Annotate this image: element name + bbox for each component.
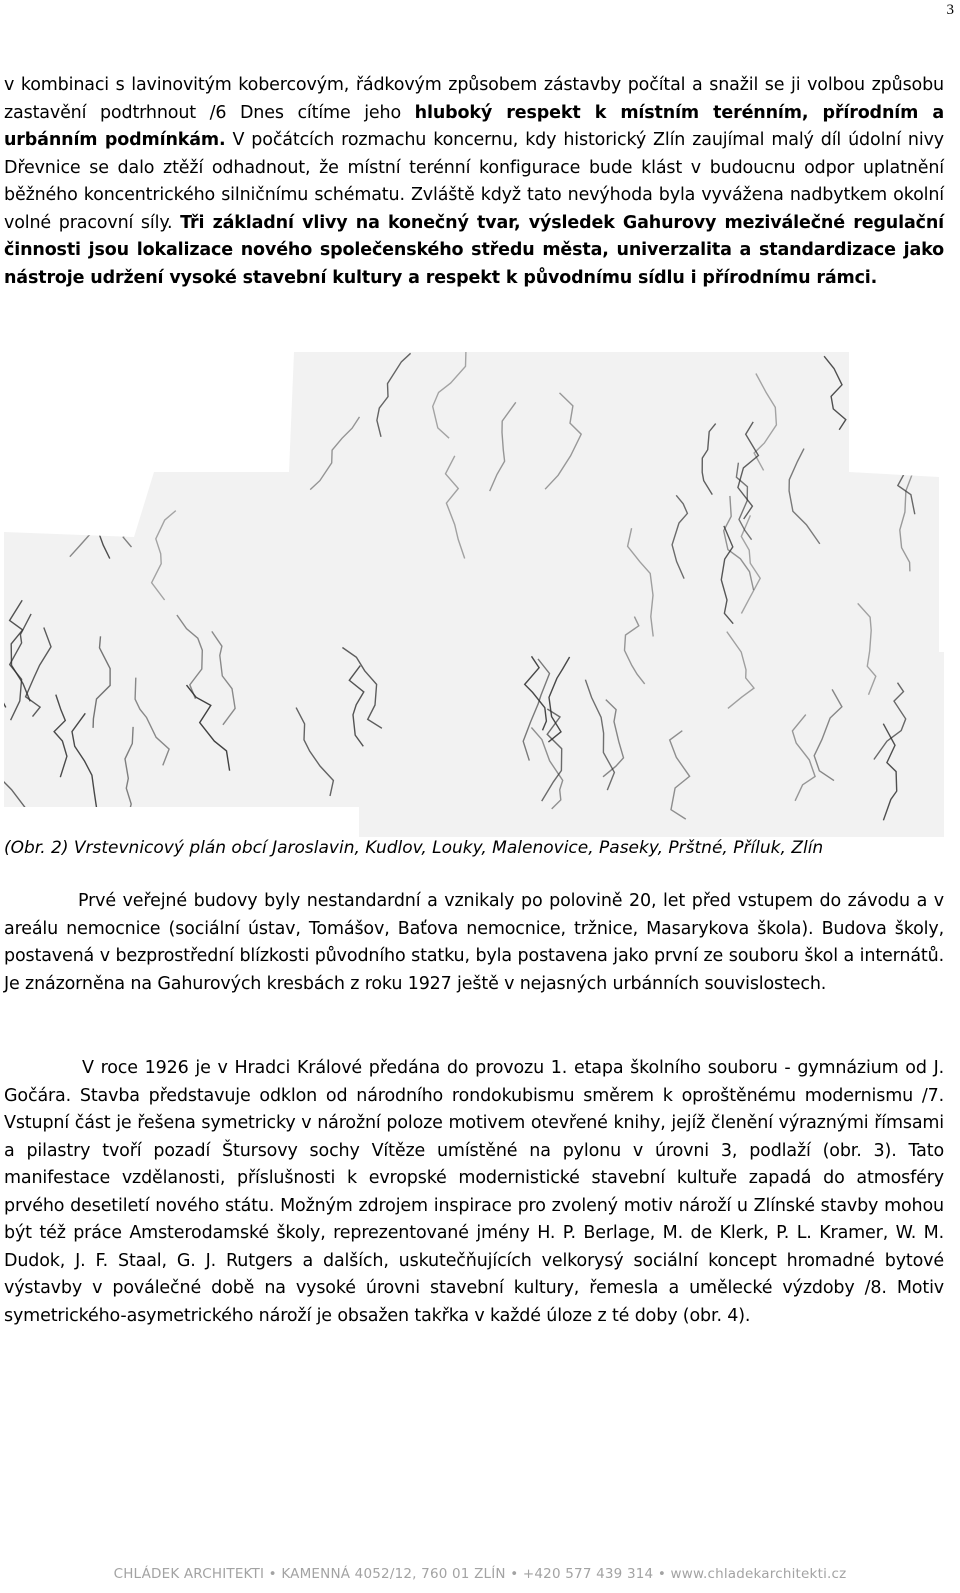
paragraph-1-text-c: V počátcích rozmachu koncernu, kdy historický Zlín zaujímal malý díl údolní nivy Dřevnice se dalo ztěží odhadnout, že místní terénní konfigurace bude klást v budoucnu odpor uplatnění běžného koncentrického silničnímu schématu. Zvláště když tato nevýhoda byla vyvážena nadbytkem okolní volné pracovní síly. bbox=[4, 130, 944, 233]
paragraph-3: V roce 1926 je v Hradci Králové předána do provozu 1. etapa školního souboru - gymnázium od J. Gočára. Stavba představuje odklon od národního rondokubismu směrem k oproštěnému modernismu /7. Vstupní část je řešena symetricky v nárožní poloze motivem otevřené knihy, jejíž členění výraznými římsami a pilastry tvoří pozadí Štursovy sochy Vítěze umístěné na pylonu v úrovni 3, podlaží (obr. 3). Tato manifestace vzdělanosti, příslušnosti k evropské modernistické stavební kultuře zapadá do atmosféry prvého desetiletí nového státu. Možným zdrojem inspirace pro zvolený motiv nároží u Zlínské stavby mohou být též práce Amsterodamské školy, reprezentované jmény H. P. Berlage, M. de Klerk, P. L. Kramer, W. M. Dudok, J. F. Staal, G. J. Rutgers a dalších, uskutečňujících velkorysý sociální koncept hromadné bytové výstavby v poválečné době na vysoké úrovni stavební kultury, řemesla a umělecké výzdoby /8. Motiv symetrického-asymetrického nároží je obsažen takřka v každé úloze z té doby (obr. 4). bbox=[4, 1058, 944, 1326]
footer: CHLÁDEK ARCHITEKTI • KAMENNÁ 4052/12, 760 01 ZLÍN • +420 577 439 314 • www.chladekarchitekti.cz bbox=[113, 1566, 847, 1582]
paragraph-2: Prvé veřejné budovy byly nestandardní a vznikaly po polovině 20, let před vstupem do závodu a v areálu nemocnice (sociální ústav, Tomášov, Baťova nemocnice, tržnice, Masarykova škola). Budova školy, postavená v bezprostřední blízkosti původního statku, byla postavena jako první ze souboru škol a internátů. Je znázorněna na Gahurových kresbách z roku 1927 ještě v nejasných urbánních souvislostech. bbox=[4, 891, 944, 994]
paragraph-1-text-a: v kombinaci s lavinovitým kobercovým, řádkovým způsobem zástavby počítal a snažil se ji volbou způsobu zastavění podtrhnout /6 Dnes cítíme jeho bbox=[4, 75, 944, 123]
contour-map-image bbox=[4, 352, 944, 837]
figure-caption: (Obr. 2) Vrstevnicový plán obcí Jaroslavin, Kudlov, Louky, Malenovice, Paseky, Prštné, Příluk, Zlín bbox=[4, 838, 824, 858]
paragraph-1-bold-d: Tři základní vlivy na konečný tvar, výsledek Gahurovy meziválečné regulační činnosti jsou lokalizace nového společenského středu města, univerzalita a standardizace jako nástroje udržení vysoké stavební kultury a respekt k původnímu sídlu i přírodnímu rámci. bbox=[4, 212, 944, 288]
paragraph-1 bbox=[4, 72, 944, 292]
paragraph-1-bold-b: hluboký respekt k místním terénním, přírodním a urbánním podmínkám. bbox=[4, 102, 944, 150]
page-number: 3 bbox=[946, 2, 954, 18]
